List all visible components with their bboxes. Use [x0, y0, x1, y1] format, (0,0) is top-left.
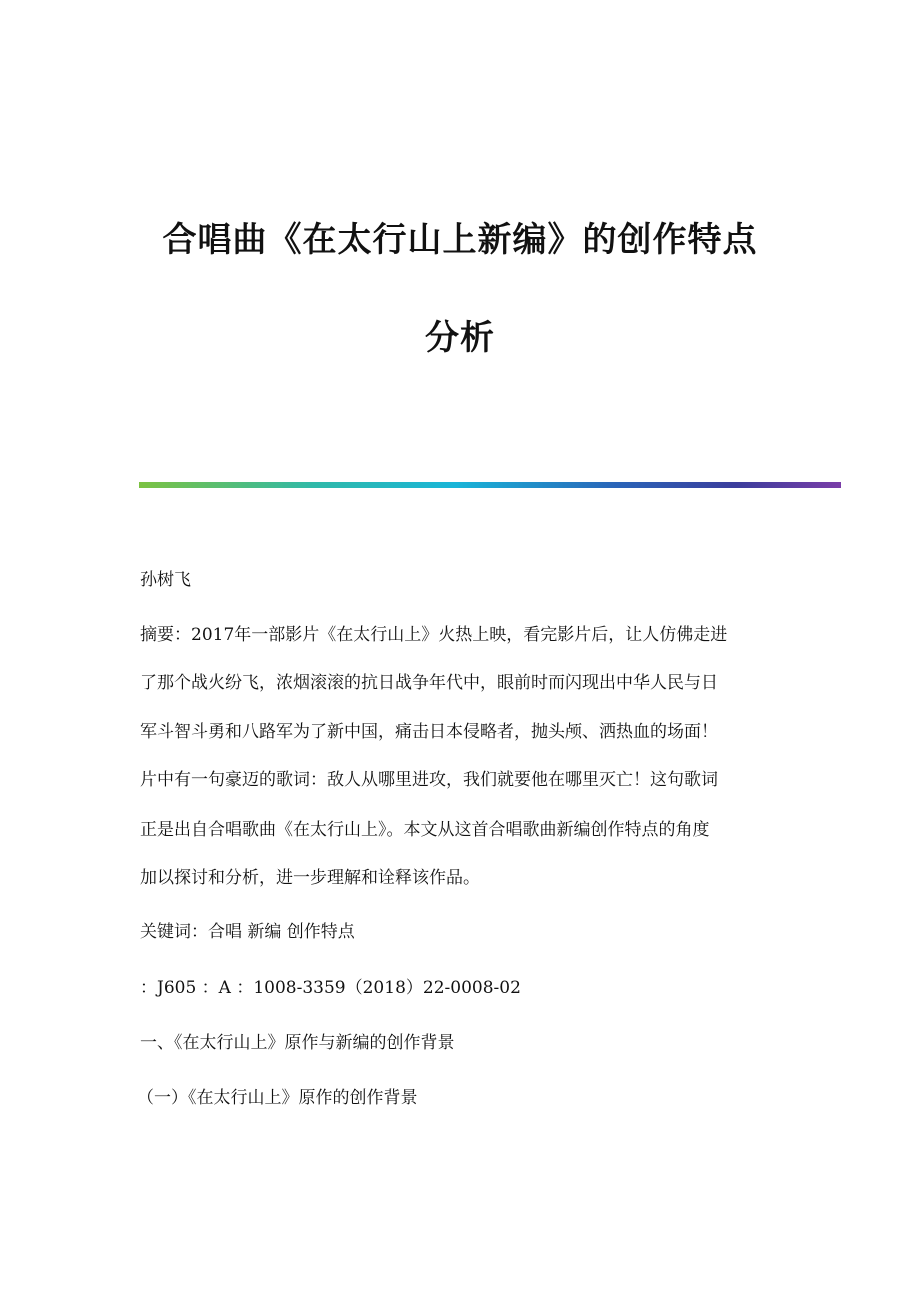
- abstract-line: 片中有一句豪迈的歌词：敌人从哪里进攻，我们就要他在哪里灭亡！这句歌词: [140, 770, 718, 790]
- abstract-line: 加以探讨和分析，进一步理解和诠释该作品。: [140, 868, 480, 888]
- abstract-line: 正是出自合唱歌曲《在太行山上》。本文从这首合唱歌曲新编创作特点的角度: [140, 820, 710, 840]
- paper-title-line-2: 分析: [425, 318, 495, 358]
- abstract-line: 了那个战火纷飞，浓烟滚滚的抗日战争年代中，眼前时而闪现出中华人民与日: [140, 673, 718, 693]
- gradient-divider: [139, 482, 841, 488]
- section-heading: 一、《在太行山上》原作与新编的创作背景: [140, 1033, 455, 1053]
- author-name: 孙树飞: [140, 570, 191, 590]
- paper-title-line-1: 合唱曲《在太行山上新编》的创作特点: [162, 220, 758, 260]
- classification-codes: ：J605 ：A ：1008-3359（2018）22-0008-02: [140, 978, 521, 998]
- subsection-heading: （一）《在太行山上》原作的创作背景: [137, 1088, 418, 1108]
- abstract-line: 摘要：2017年一部影片《在太行山上》火热上映，看完影片后，让人仿佛走进: [140, 625, 728, 645]
- keywords: 关键词：合唱 新编 创作特点: [140, 922, 355, 942]
- abstract-line: 军斗智斗勇和八路军为了新中国，痛击日本侵略者，抛头颅、洒热血的场面！: [140, 722, 718, 742]
